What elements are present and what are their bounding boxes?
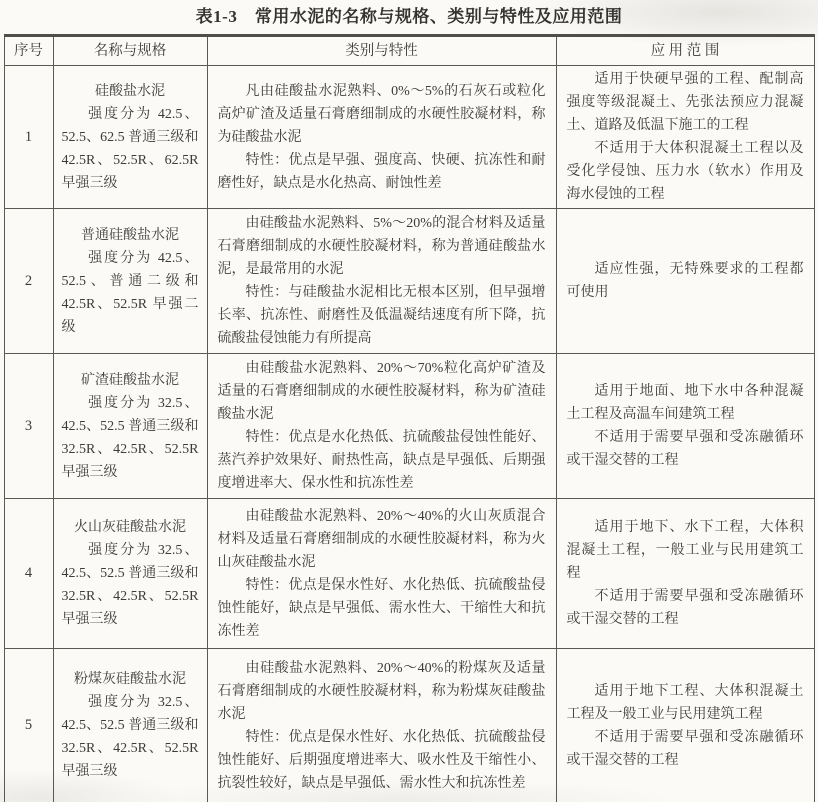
cement-spec: 强度分为 32.5、42.5、52.5 普通三级和 32.5R、42.5R、52.5R 早强三级 [61,395,199,480]
name-spec-cell [53,354,207,499]
application-cell [556,209,814,354]
application-paragraph: 不适用于需要早强和受冻融循环或干湿交替的工程 [566,430,804,468]
application-paragraph: 适应性强，无特殊要求的工程都可使用 [566,262,804,300]
application-cell [556,66,814,209]
col-header-application: 应 用 范 围 [556,36,814,66]
table-row-5 [4,649,814,802]
category-paragraph: 凡由硅酸盐水泥熟料、0%～5%的石灰石或粒化高炉矿渣及适量石膏磨细制成的水硬性胶凝材料，称为硅酸盐水泥 [217,83,546,145]
application-paragraph: 不适用于需要早强和受冻融循环或干湿交替的工程 [566,729,804,768]
cement-name: 火山灰硅酸盐水泥 [74,520,186,535]
row-number: 4 [4,499,53,649]
application-paragraph: 不适用于需要早强和受冻融循环或干湿交替的工程 [566,589,804,627]
application-cell [556,354,814,499]
row-number: 2 [4,209,53,354]
row-number: 5 [4,649,53,802]
cement-name: 矿渣硅酸盐水泥 [81,372,179,388]
traits-paragraph: 特性：优点是保水性好、水化热低、抗硫酸盐侵蚀性能好，缺点是早强低、需水性大、干缩性大和抗冻性差 [217,577,546,639]
category-paragraph: 由硅酸盐水泥熟料、20%～40%的粉煤灰及适量石膏磨细制成的水硬性胶凝材料，称为粉煤灰硅酸盐水泥 [217,660,546,722]
category-traits-cell [207,649,556,802]
cement-spec: 强度分为 32.5、42.5、52.5 普通三级和 32.5R、42.5R、52.5R 早强三级 [61,695,199,779]
name-spec-cell [53,649,207,802]
category-traits-cell [207,66,556,209]
traits-paragraph: 特性：优点是保水性好、水化热低、抗硫酸盐侵蚀性能好、后期强度增进率大、吸水性及干缩性小、抗裂性较好，缺点是早强低、需水性大和抗冻性差 [217,729,546,791]
category-paragraph: 由硅酸盐水泥熟料、20%～70%粒化高炉矿渣及适量的石膏磨细制成的水硬性胶凝材料，称为矿渣硅酸盐水泥 [217,361,546,422]
cement-spec: 强度分为 32.5、42.5、52.5 普通三级和 32.5R、42.5R、52.5R 早强三级 [61,543,199,627]
category-traits-cell [207,209,556,354]
traits-paragraph: 特性：优点是早强、强度高、快硬、抗冻性和耐磨性好，缺点是水化热高、耐蚀性差 [217,152,546,191]
traits-paragraph: 特性：优点是水化热低、抗硫酸盐侵蚀性能好、蒸汽养护效果好、耐热性高，缺点是早强低、后期强度增进率大、保水性和抗冻性差 [217,430,546,491]
table-row-3 [4,354,814,499]
application-cell [556,499,814,649]
cement-name: 硅酸盐水泥 [95,83,165,99]
name-spec-cell [53,66,207,209]
table-title: 表1-3 常用水泥的名称与规格、类别与特性及应用范围 [195,7,623,26]
cement-types-table [4,34,815,802]
category-traits-cell [207,499,556,649]
table-row-1 [4,66,814,209]
cement-name: 粉煤灰硅酸盐水泥 [74,672,186,687]
table-row-4 [4,499,814,649]
header-row [4,36,814,66]
col-header-category-traits: 类别与特性 [207,36,556,66]
application-cell [556,649,814,802]
application-paragraph: 适用于地下工程、大体积混凝土工程及一般工业与民用建筑工程 [566,683,804,722]
application-paragraph: 不适用于大体积混凝土工程以及受化学侵蚀、压力水（软水）作用及海水侵蚀的工程 [566,141,804,202]
category-paragraph: 由硅酸盐水泥熟料、20%～40%的火山灰质混合材料及适量石膏磨细制成的水硬性胶凝材料，称为火山灰硅酸盐水泥 [217,508,546,570]
name-spec-cell [53,499,207,649]
application-paragraph: 适用于地面、地下水中各种混凝土工程及高温车间建筑工程 [566,384,804,422]
cement-spec: 强度分为 42.5、52.5、普通二级和 42.5R、52.5R 早强二级 [61,250,199,335]
application-paragraph: 适用于快硬早强的工程、配制高强度等级混凝土、先张法预应力混凝土、道路及低温下施工的工程 [566,72,804,133]
traits-paragraph: 特性：与硅酸盐水泥相比无根本区别，但早强增长率、抗冻性、耐磨性及低温凝结速度有所下降，抗硫酸盐侵蚀能力有所提高 [217,285,546,346]
category-traits-cell [207,354,556,499]
table-row-2 [4,209,814,354]
cement-spec: 强度分为 42.5、52.5、62.5 普通三级和 42.5R、52.5R、62.5R 早强三级 [61,106,199,191]
category-paragraph: 由硅酸盐水泥熟料、5%～20%的混合材料及适量石膏磨细制成的水硬性胶凝材料，称为普通硅酸盐水泥，是最常用的水泥 [217,216,546,277]
col-header-name-spec: 名称与规格 [53,36,207,66]
application-paragraph: 适用于地下、水下工程，大体积混凝土工程，一般工业与民用建筑工程 [566,520,804,581]
cement-name: 普通硅酸盐水泥 [81,227,179,243]
name-spec-cell [53,209,207,354]
col-header-no: 序号 [4,36,53,66]
row-number: 1 [4,66,53,209]
row-number: 3 [4,354,53,499]
